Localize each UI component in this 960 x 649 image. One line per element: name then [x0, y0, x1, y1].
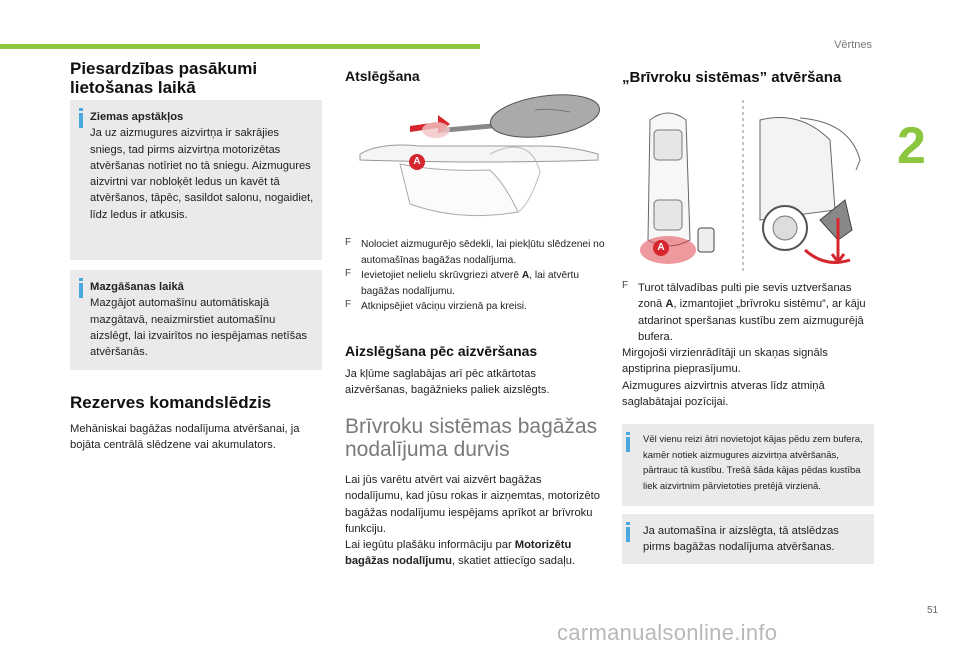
handsfree-text: Lai jūs varētu atvērt vai aizvērt bagāžas nodalījumu, kad jūsu rokas ir aizņemtas, motorizēto bagāžas nodalījumu iespējams aprīkot ar brīvroku funkciju. [345, 474, 600, 535]
washing-note-text: Mazgājot automašīnu automātiskajā mazgātavā, neaizmirstiet automašīnu aizslēgt, lai izvairītos no iespējamas netīšas atvēršanās. [90, 297, 308, 359]
info-icon [625, 522, 632, 542]
handsfree-instructions [622, 280, 874, 410]
header-accent-bar [0, 44, 480, 49]
winter-note-box [70, 100, 322, 260]
step-text: Turot tālvadības pulti pie sevis uztveršanas zonā A, izmantojiet „brīvroku sistēmu”, ar kāju atdarinot speršanas kustību zem aizmugurējā bufera. [638, 282, 866, 343]
relock-text: Ja kļūme saglabājas arī pēc atkārtotas aizvēršanas, bagāžnieks paliek aizslēgts. [345, 368, 550, 397]
washing-note-title: Mazgāšanas laikā [90, 281, 184, 293]
chapter-number: 2 [897, 117, 926, 175]
spare-key-title: Rezerves komandslēdzis [70, 393, 272, 412]
repeat-kick-note-box [622, 424, 874, 506]
locked-note-text: Ja automašīna ir aizslēgta, tā atslēdzas pirms bagāžas nodalījuma atvēršanas. [643, 525, 839, 554]
tailgate-lock-illustration [340, 94, 600, 224]
info-icon [78, 108, 85, 128]
handsfree-title: Brīvroku sistēmas bagāžas nodalījuma durvis [345, 415, 598, 461]
info-icon [625, 432, 632, 452]
info-icon [78, 278, 85, 298]
bullet-arrow-icon: F [622, 280, 629, 291]
winter-note-title: Ziemas apstākļos [90, 111, 184, 123]
opening-position-text: Aizmugures aizvirtnis atveras līdz atmiņā saglabātajai pozīcijai. [622, 379, 825, 409]
step-text: Atknipsējiet vāciņu virzienā pa kreisi. [361, 301, 527, 312]
bullet-arrow-icon: F [345, 237, 352, 248]
page-number: 51 [927, 605, 939, 616]
list-item [345, 299, 605, 315]
step-text: Nolociet aizmugurējo sēdekli, lai piekļūtu slēdzenei no automašīnas bagāžas nodalījuma. [361, 239, 605, 266]
handsfree-description [345, 472, 600, 570]
callout-a-marker: A [653, 240, 669, 256]
bullet-arrow-icon: F [345, 299, 352, 310]
confirmation-text: Mirgojoši virzienrādītāji un skaņas signāls apstiprina pieprasījumu. [622, 347, 828, 376]
list-item [345, 237, 605, 268]
precautions-title: Piesardzības pasākumi lietošanas laikā [70, 59, 258, 97]
callout-a-marker: A [409, 154, 425, 170]
section-title: Vērtnes [834, 39, 872, 51]
list-item [622, 280, 874, 345]
repeat-kick-note-text: Vēl vienu reizi ātri novietojot kājas pēdu zem bufera, kamēr notiek aizmugures aizvirtņa atvēršanās, pārtrauc tā kustību. Trešā šāda kājas pēdas kustība liek aizvirtnim pārvietoties pretējā virzienā. [643, 434, 863, 492]
unlocking-steps [345, 237, 605, 315]
step-text: Ievietojiet nelielu skrūvgriezi atverē A, lai atvērtu bagāžas nodalījumu. [361, 270, 580, 297]
unlocking-title: Atslēgšana [345, 68, 420, 84]
relock-title: Aizslēgšana pēc aizvēršanas [345, 343, 538, 359]
bullet-arrow-icon: F [345, 268, 352, 279]
handsfree-more: Lai iegūtu plašāku informāciju par Motorizētu bagāžas nodalījumu, skatiet attiecīgo sadaļu. [345, 539, 576, 568]
spare-key-text: Mehāniskai bagāžas nodalījuma atvēršanai, ja bojāta centrālā slēdzene vai akumulators. [70, 423, 300, 452]
handsfree-opening-title: „Brīvroku sistēmas” atvēršana [622, 69, 842, 86]
locked-note-box [622, 514, 874, 564]
winter-note-text: Ja uz aizmugures aizvirtņa ir sakrājies sniegs, tad pirms aizvirtņa motorizētas atvēršanas notīriet no tā sniegu. Aizmugures aizvirtni var nobloķēt ledus un kavēt tā atvēršanos, tāpēc, sasildot salonu, nogaidiet, līdz ledus ir atkusis. [90, 127, 314, 221]
washing-note-box [70, 270, 322, 370]
list-item [345, 268, 605, 299]
watermark: carmanualsonline.info [557, 620, 778, 645]
